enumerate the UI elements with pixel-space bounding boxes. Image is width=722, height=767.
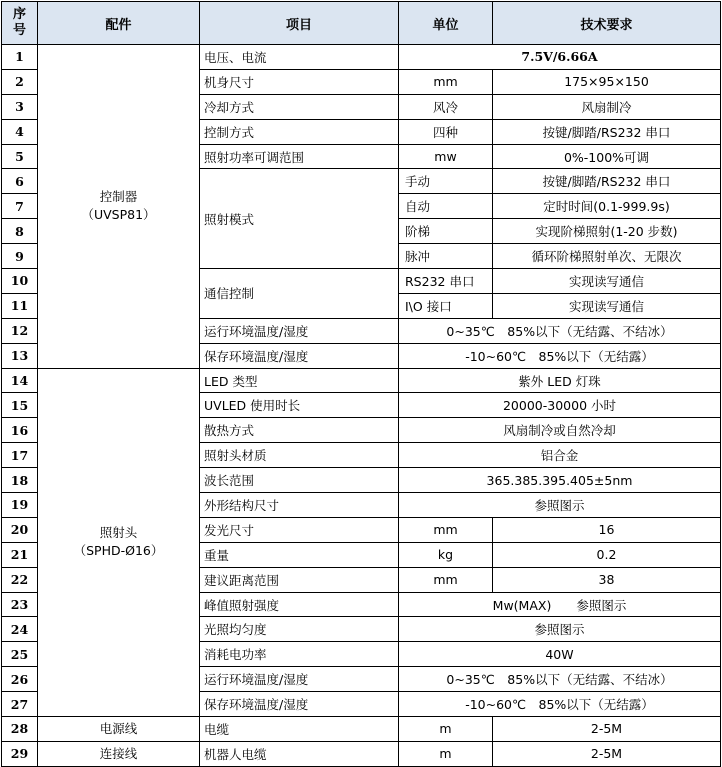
item-cell: 光照均匀度 xyxy=(200,617,399,642)
table-row xyxy=(2,741,721,766)
header-requirement: 技术要求 xyxy=(493,2,721,45)
requirement-cell: 2-5M xyxy=(493,741,721,766)
item-cell: 冷却方式 xyxy=(200,94,399,119)
item-cell: 照射模式 xyxy=(200,169,399,269)
row-number: 28 xyxy=(2,717,38,742)
header-no: 序 号 xyxy=(2,2,38,45)
row-number: 11 xyxy=(2,293,38,318)
row-number: 14 xyxy=(2,368,38,393)
part-name: 照射头 xyxy=(99,525,138,541)
requirement-cell: 0.2 xyxy=(493,542,721,567)
requirement-cell: 38 xyxy=(493,567,721,592)
item-cell: 运行环境温度/湿度 xyxy=(200,318,399,343)
row-number: 24 xyxy=(2,617,38,642)
header-row xyxy=(2,2,721,45)
unit-cell: 四种 xyxy=(399,119,493,144)
part-connection-cable: 连接线 xyxy=(38,741,200,766)
item-cell: UVLED 使用时长 xyxy=(200,393,399,418)
requirement-cell: 风扇制冷或自然冷却 xyxy=(399,418,721,443)
part-power-cable: 电源线 xyxy=(38,717,200,742)
item-cell: 保存环境温度/湿度 xyxy=(200,692,399,717)
item-cell: 机器人电缆 xyxy=(200,741,399,766)
row-number: 10 xyxy=(2,269,38,294)
requirement-cell: 7.5V/6.66A xyxy=(399,45,721,70)
row-number: 16 xyxy=(2,418,38,443)
row-number: 22 xyxy=(2,567,38,592)
requirement-cell: 0%-100%可调 xyxy=(493,144,721,169)
row-number: 17 xyxy=(2,443,38,468)
part-name: 控制器 xyxy=(99,189,138,205)
row-number: 29 xyxy=(2,741,38,766)
requirement-cell: Mw(MAX) 参照图示 xyxy=(399,592,721,617)
row-number: 5 xyxy=(2,144,38,169)
requirement-cell: -10~60℃ 85%以下（无结露） xyxy=(399,692,721,717)
unit-cell: I\O 接口 xyxy=(399,293,493,318)
row-number: 8 xyxy=(2,219,38,244)
item-cell: 运行环境温度/湿度 xyxy=(200,667,399,692)
row-number: 7 xyxy=(2,194,38,219)
unit-cell: 阶梯 xyxy=(399,219,493,244)
item-cell: 外形结构尺寸 xyxy=(200,493,399,518)
item-cell: 保存环境温度/湿度 xyxy=(200,343,399,368)
header-unit: 单位 xyxy=(399,2,493,45)
item-cell: 电缆 xyxy=(200,717,399,742)
requirement-cell: 175×95×150 xyxy=(493,69,721,94)
table-row xyxy=(2,45,721,70)
table-row xyxy=(2,717,721,742)
row-number: 12 xyxy=(2,318,38,343)
requirement-cell: 实现阶梯照射(1-20 步数) xyxy=(493,219,721,244)
requirement-cell: 实现读写通信 xyxy=(493,269,721,294)
item-cell: 发光尺寸 xyxy=(200,517,399,542)
requirement-cell: 参照图示 xyxy=(399,617,721,642)
item-cell: 机身尺寸 xyxy=(200,69,399,94)
spec-table xyxy=(1,1,721,767)
row-number: 27 xyxy=(2,692,38,717)
row-number: 3 xyxy=(2,94,38,119)
unit-cell: mm xyxy=(399,567,493,592)
requirement-cell: 0~35℃ 85%以下（无结露、不结冰） xyxy=(399,667,721,692)
requirement-cell: 循环阶梯照射单次、无限次 xyxy=(493,244,721,269)
row-number: 25 xyxy=(2,642,38,667)
row-number: 4 xyxy=(2,119,38,144)
requirement-cell: -10~60℃ 85%以下（无结露） xyxy=(399,343,721,368)
requirement-cell: 0~35℃ 85%以下（无结露、不结冰） xyxy=(399,318,721,343)
row-number: 6 xyxy=(2,169,38,194)
unit-cell: mm xyxy=(399,69,493,94)
row-number: 18 xyxy=(2,468,38,493)
unit-cell: m xyxy=(399,717,493,742)
requirement-cell: 365.385.395.405±5nm xyxy=(399,468,721,493)
requirement-cell: 20000-30000 小时 xyxy=(399,393,721,418)
header-item: 项目 xyxy=(200,2,399,45)
item-cell: 散热方式 xyxy=(200,418,399,443)
row-number: 21 xyxy=(2,542,38,567)
unit-cell: m xyxy=(399,741,493,766)
part-model: （SPHD-Ø16） xyxy=(73,543,164,559)
row-number: 2 xyxy=(2,69,38,94)
item-cell: 电压、电流 xyxy=(200,45,399,70)
item-cell: LED 类型 xyxy=(200,368,399,393)
unit-cell: mw xyxy=(399,144,493,169)
item-cell: 通信控制 xyxy=(200,269,399,319)
row-number: 20 xyxy=(2,517,38,542)
header-part: 配件 xyxy=(38,2,200,45)
part-head xyxy=(38,368,200,716)
unit-cell: kg xyxy=(399,542,493,567)
part-model: （UVSP81） xyxy=(81,207,156,223)
requirement-cell: 16 xyxy=(493,517,721,542)
row-number: 1 xyxy=(2,45,38,70)
item-cell: 照射头材质 xyxy=(200,443,399,468)
requirement-cell: 2-5M xyxy=(493,717,721,742)
item-cell: 消耗电功率 xyxy=(200,642,399,667)
requirement-cell: 参照图示 xyxy=(399,493,721,518)
item-cell: 重量 xyxy=(200,542,399,567)
requirement-cell: 40W xyxy=(399,642,721,667)
item-cell: 波长范围 xyxy=(200,468,399,493)
requirement-cell: 风扇制冷 xyxy=(493,94,721,119)
unit-cell: mm xyxy=(399,517,493,542)
unit-cell: 自动 xyxy=(399,194,493,219)
unit-cell: 风冷 xyxy=(399,94,493,119)
row-number: 13 xyxy=(2,343,38,368)
row-number: 15 xyxy=(2,393,38,418)
part-controller xyxy=(38,45,200,369)
requirement-cell: 按键/脚踏/RS232 串口 xyxy=(493,169,721,194)
unit-cell: 脉冲 xyxy=(399,244,493,269)
requirement-cell: 紫外 LED 灯珠 xyxy=(399,368,721,393)
item-cell: 照射功率可调范围 xyxy=(200,144,399,169)
requirement-cell: 铝合金 xyxy=(399,443,721,468)
row-number: 9 xyxy=(2,244,38,269)
requirement-cell: 定时时间(0.1-999.9s) xyxy=(493,194,721,219)
unit-cell: 手动 xyxy=(399,169,493,194)
requirement-cell: 按键/脚踏/RS232 串口 xyxy=(493,119,721,144)
unit-cell: RS232 串口 xyxy=(399,269,493,294)
item-cell: 建议距离范围 xyxy=(200,567,399,592)
row-number: 26 xyxy=(2,667,38,692)
row-number: 19 xyxy=(2,493,38,518)
item-cell: 峰值照射强度 xyxy=(200,592,399,617)
table-row xyxy=(2,368,721,393)
row-number: 23 xyxy=(2,592,38,617)
item-cell: 控制方式 xyxy=(200,119,399,144)
requirement-cell: 实现读写通信 xyxy=(493,293,721,318)
